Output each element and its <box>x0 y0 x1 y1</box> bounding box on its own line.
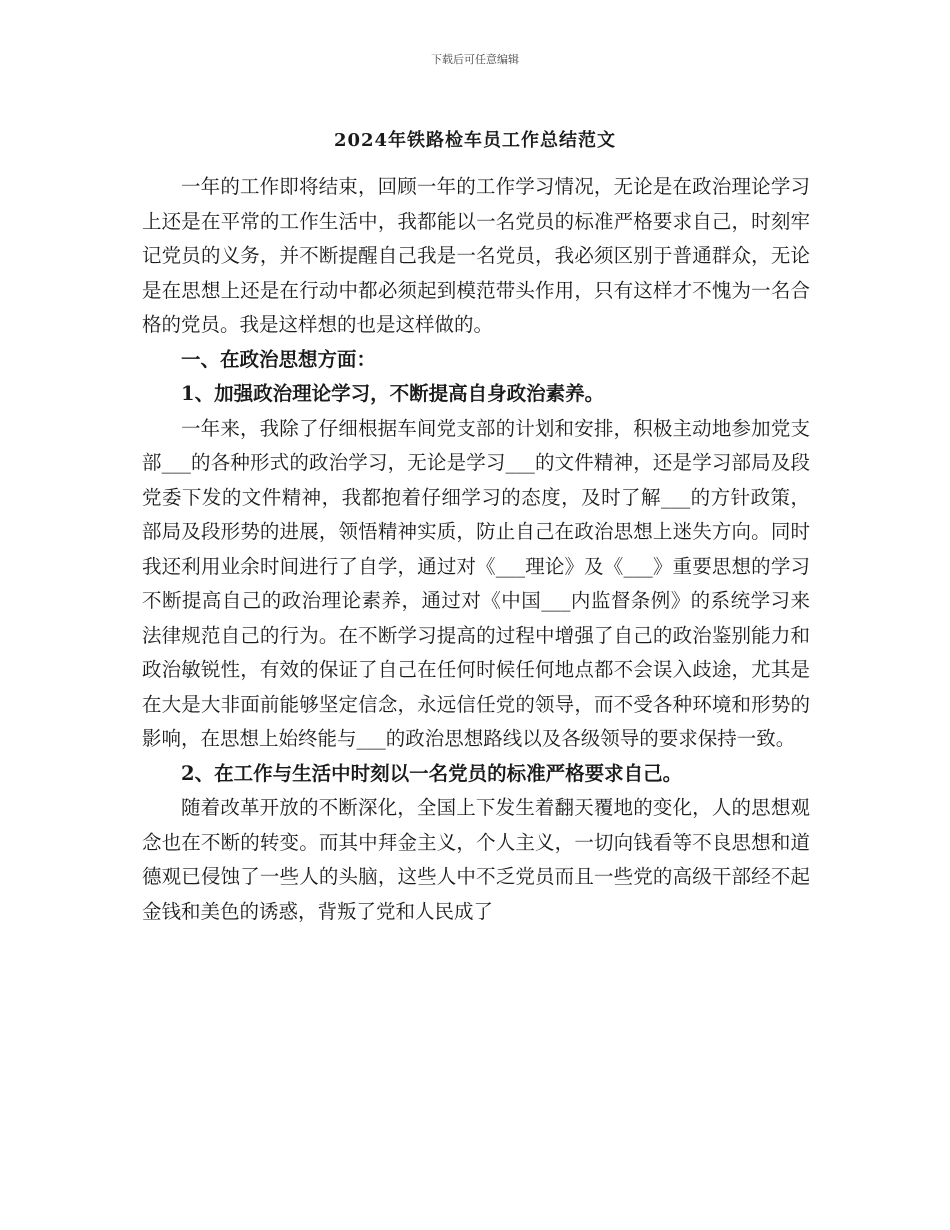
document-title: 2024年铁路检车员工作总结范文 <box>333 130 617 151</box>
subsection-heading-1: 1、加强政治理论学习，不断提高自身政治素养。 <box>181 382 605 405</box>
body-paragraph-study: 一年来，我除了仔细根据车间党支部的计划和安排，积极主动地参加党支部___的各种形式的政治学习，无论是学习___的文件精神，还是学习部局及段党委下发的文件精神，我都抱着仔细学习的态度，及时了解___的方针政策，部局及段形势的进展，领悟精神实质，防止自己在政治思想上迷失方向。同时我还利用业余时间进行了自学，通过对《___理论》及《___》重要思想的学习不断提高自己的政治理论素养，通过对《中国___内监督条例》的系统学习来法律规范自己的行为。在不断学习提高的过程中增强了自己的政治鉴别能力和政治敏锐性，有效的保证了自己在任何时候任何地点都不会误入歧途，尤其是在大是大非面前能够坚定信念，永远信任党的领导，而不受各种环境和形势的影响，在思想上始终能与___的政治思想路线以及各级领导的要求保持一致。 <box>142 416 810 750</box>
body-paragraph-reform: 随着改革开放的不断深化，全国上下发生着翻天覆地的变化，人的思想观念也在不断的转变。而其中拜金主义，个人主义，一切向钱看等不良思想和道德观已侵蚀了一些人的头脑，这些人中不乏党员而且一些党的高级干部经不起金钱和美色的诱惑，背叛了党和人民成了 <box>142 796 810 923</box>
intro-paragraph: 一年的工作即将结束，回顾一年的工作学习情况，无论是在政治理论学习上还是在平常的工作生活中，我都能以一名党员的标准严格要求自己，时刻牢记党员的义务，并不断提醒自己我是一名党员，我必须区别于普通群众，无论是在思想上还是在行动中都必须起到模范带头作用，只有这样才不愧为一名合格的党员。我是这样想的也是这样做的。 <box>142 175 810 336</box>
page-header-note: 下载后可任意编辑 <box>431 53 519 66</box>
subsection-heading-2: 2、在工作与生活中时刻以一名党员的标准严格要求自己。 <box>181 761 683 785</box>
section-heading-political: 一、在政治思想方面： <box>181 347 377 371</box>
document-body <box>142 170 810 929</box>
